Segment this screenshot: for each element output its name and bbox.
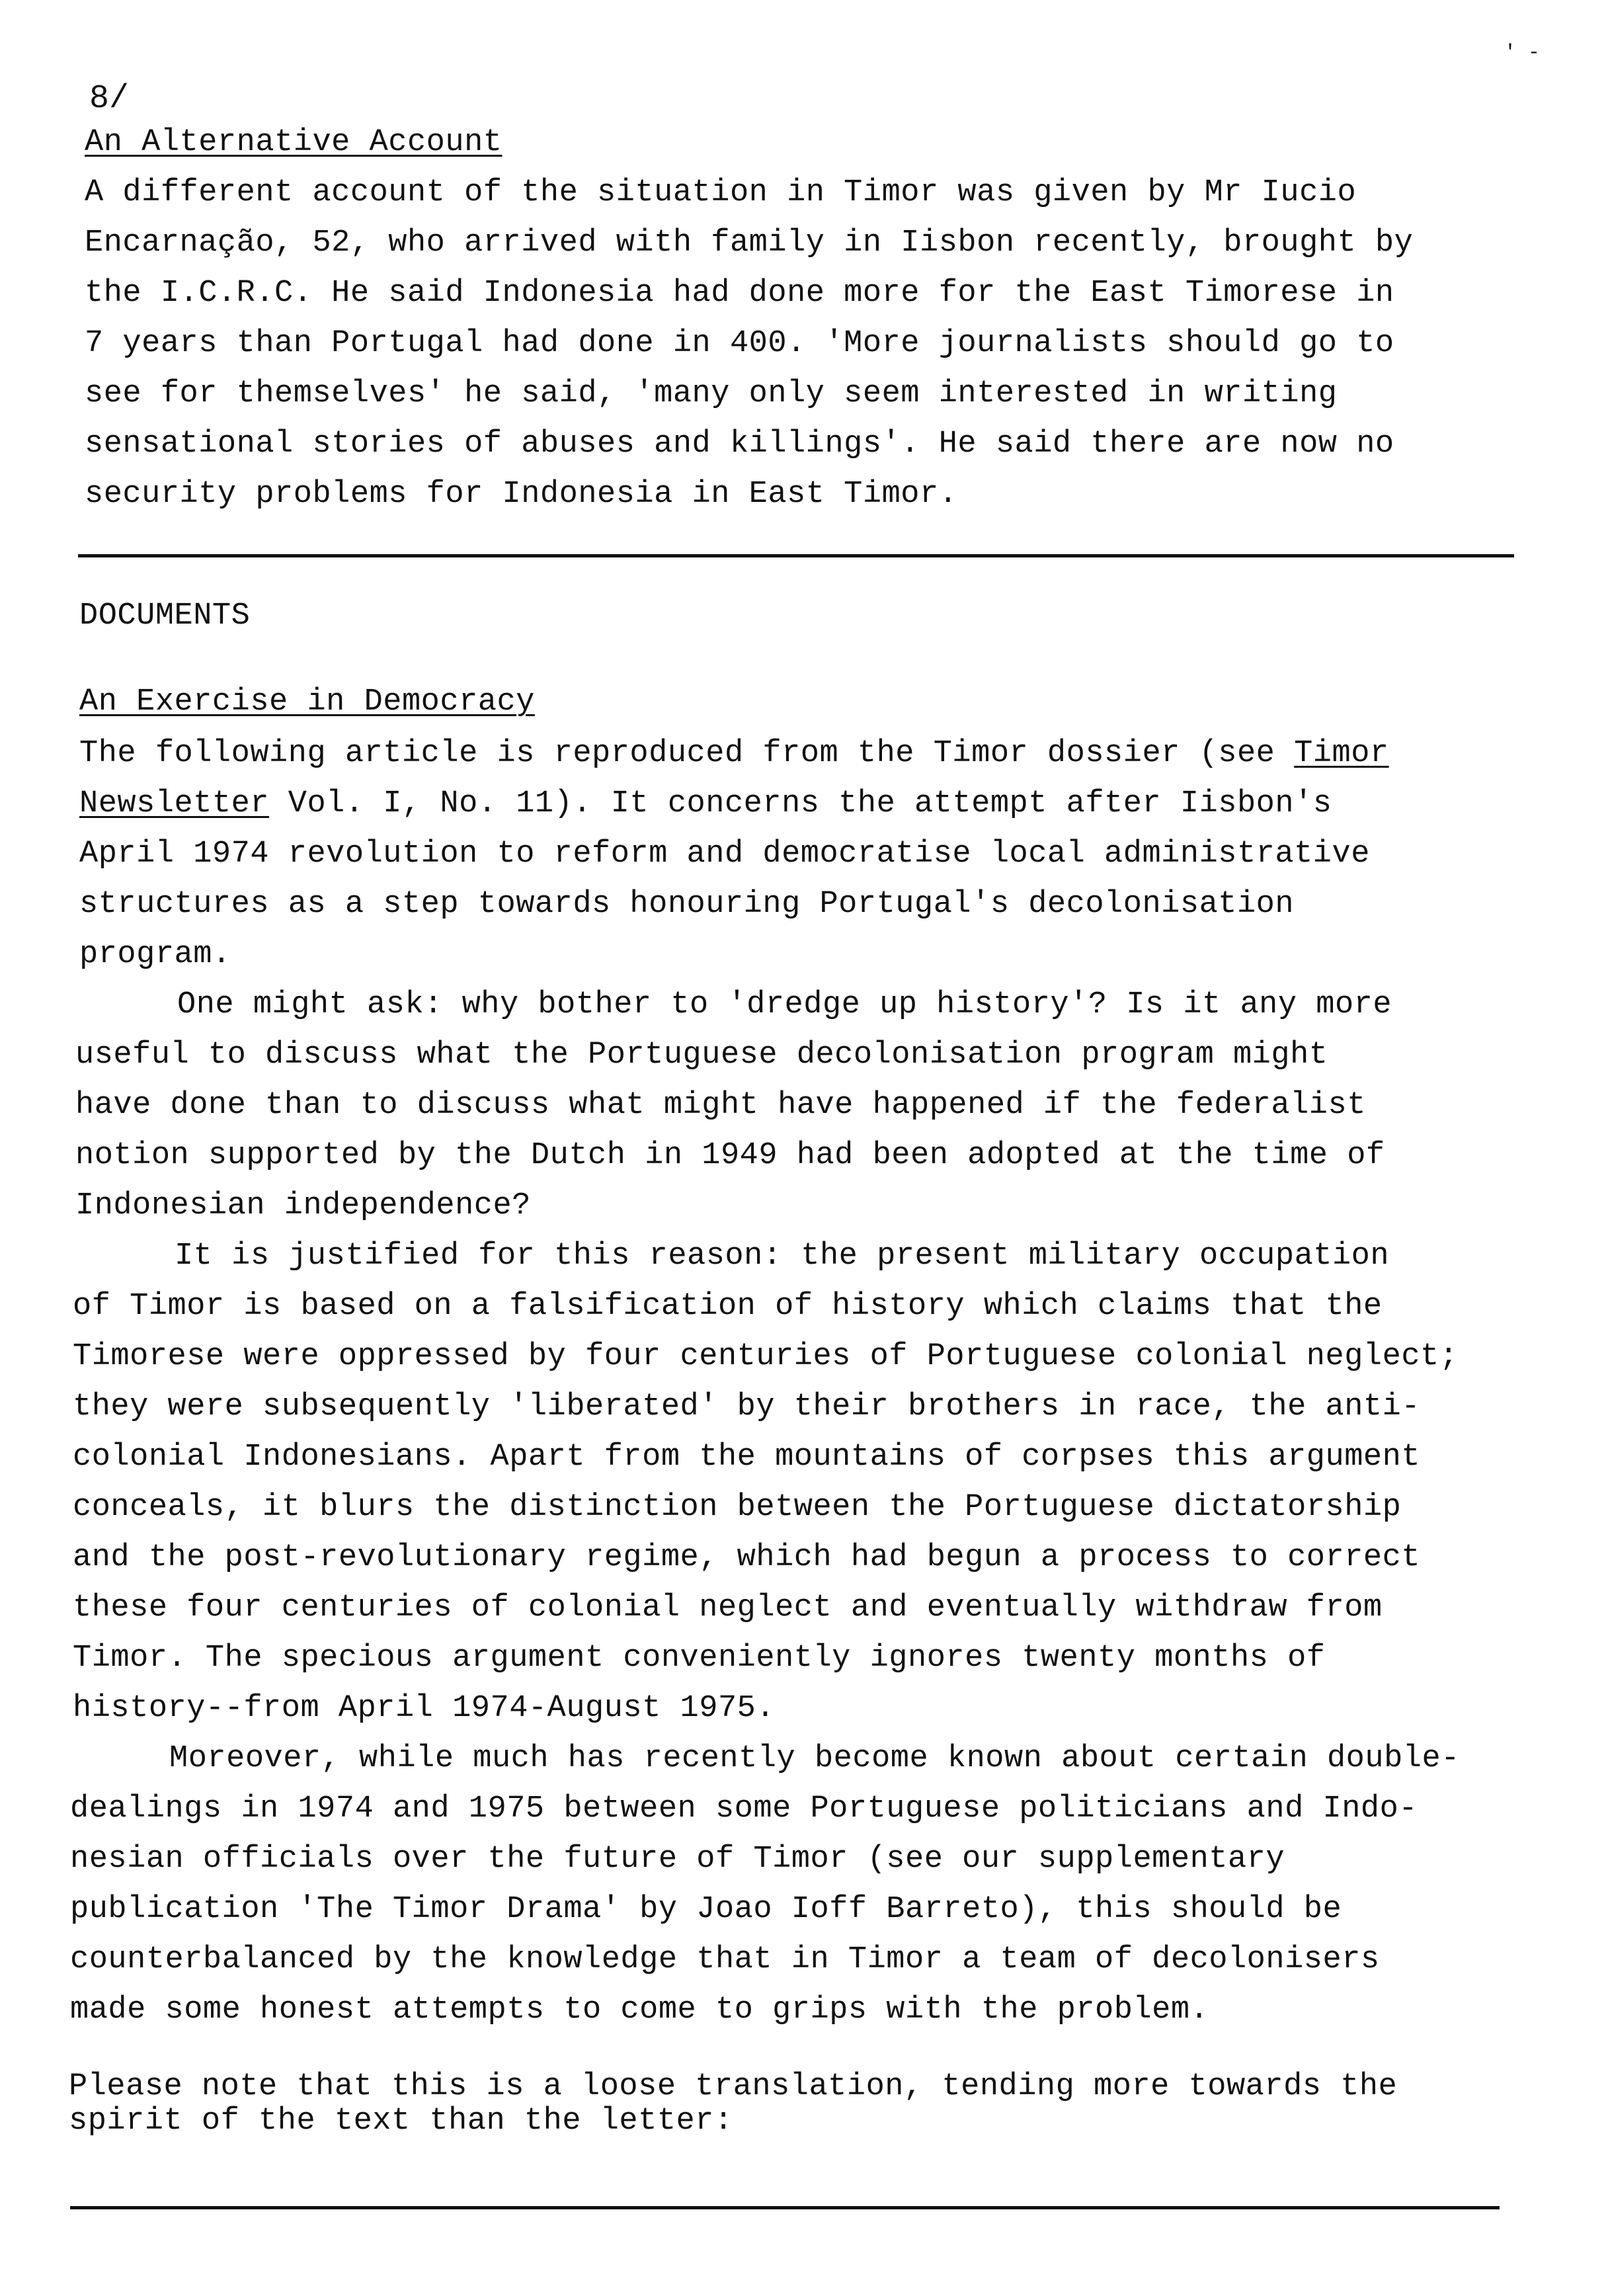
- body-line: Timor. The specious argument conveniently ignores twenty months of: [73, 1641, 1326, 1676]
- newsletter-reference: Timor: [1294, 736, 1389, 771]
- body-line: of Timor is based on a falsification of history which claims that the: [73, 1289, 1383, 1324]
- horizontal-rule-top: [78, 554, 1514, 557]
- body-line: nesian officials over the future of Timor (see our supplementary: [70, 1842, 1285, 1877]
- body-line: made some honest attempts to come to grips with the problem.: [70, 1992, 1209, 2028]
- body-line: A different account of the situation in Timor was given by Mr Iucio: [85, 175, 1357, 210]
- body-line: colonial Indonesians. Apart from the mountains of corpses this argument: [73, 1440, 1421, 1475]
- article-heading: An Exercise in Democracy: [79, 684, 535, 719]
- body-line: counterbalanced by the knowledge that in Timor a team of decolonisers: [70, 1942, 1380, 1977]
- body-line: conceals, it blurs the distinction between the Portuguese dictatorship: [73, 1490, 1402, 1525]
- body-line: useful to discuss what the Portuguese decolonisation program might: [75, 1038, 1328, 1073]
- body-line: have done than to discuss what might have happened if the federalist: [75, 1088, 1366, 1123]
- body-line: Encarnação, 52, who arrived with family in Iisbon recently, brought by: [85, 226, 1414, 261]
- body-line: Moreover, while much has recently become known about certain double-: [169, 1741, 1460, 1776]
- body-line: Timorese were oppressed by four centuries of Portuguese colonial neglect;: [73, 1339, 1459, 1374]
- body-line: 7 years than Portugal had done in 400. 'More journalists should go to: [85, 326, 1394, 361]
- corner-mark: ' -: [1504, 42, 1541, 64]
- body-line: dealings in 1974 and 1975 between some Portuguese politicians and Indo-: [70, 1791, 1418, 1826]
- body-line: [79, 784, 1332, 824]
- intro-text: Vol. I, No. 11). It concerns the attempt after Iisbon's: [269, 786, 1332, 821]
- section-heading-alternative-account: An Alternative Account: [85, 125, 502, 160]
- body-line: April 1974 revolution to reform and democratise local administrative: [79, 837, 1370, 872]
- body-line: these four centuries of colonial neglect and eventually withdraw from: [73, 1590, 1383, 1625]
- section-label-documents: DOCUMENTS: [79, 598, 251, 634]
- body-line: sensational stories of abuses and killings'. He said there are now no: [85, 427, 1394, 462]
- newsletter-reference: Newsletter: [79, 786, 270, 821]
- body-line: publication 'The Timor Drama' by Joao Ioff Barreto), this should be: [70, 1892, 1342, 1927]
- body-line: see for themselves' he said, 'many only seem interested in writing: [85, 376, 1338, 411]
- body-line: they were subsequently 'liberated' by their brothers in race, the anti-: [73, 1389, 1421, 1424]
- body-line: structures as a step towards honouring Portugal's decolonisation: [79, 887, 1295, 922]
- intro-text: The following article is reproduced from the Timor dossier (see: [79, 736, 1295, 771]
- body-line: and the post-revolutionary regime, which had begun a process to correct: [73, 1540, 1421, 1575]
- body-line: It is justified for this reason: the present military occupation: [175, 1239, 1390, 1274]
- body-line: Please note that this is a loose translation, tending more towards the: [69, 2069, 1398, 2104]
- body-line: history--from April 1974-August 1975.: [73, 1691, 776, 1726]
- body-line: [79, 734, 1389, 774]
- body-line: One might ask: why bother to 'dredge up history'? Is it any more: [177, 987, 1392, 1022]
- body-line: security problems for Indonesia in East Timor.: [85, 477, 958, 512]
- page-number: 8/: [89, 80, 130, 118]
- horizontal-rule-bottom: [70, 2206, 1500, 2209]
- body-line: Indonesian independence?: [75, 1188, 531, 1223]
- body-line: spirit of the text than the letter:: [69, 2104, 733, 2139]
- body-line: program.: [79, 937, 231, 972]
- body-line: the I.C.R.C. He said Indonesia had done more for the East Timorese in: [85, 276, 1394, 311]
- body-line: notion supported by the Dutch in 1949 had been adopted at the time of: [75, 1138, 1385, 1173]
